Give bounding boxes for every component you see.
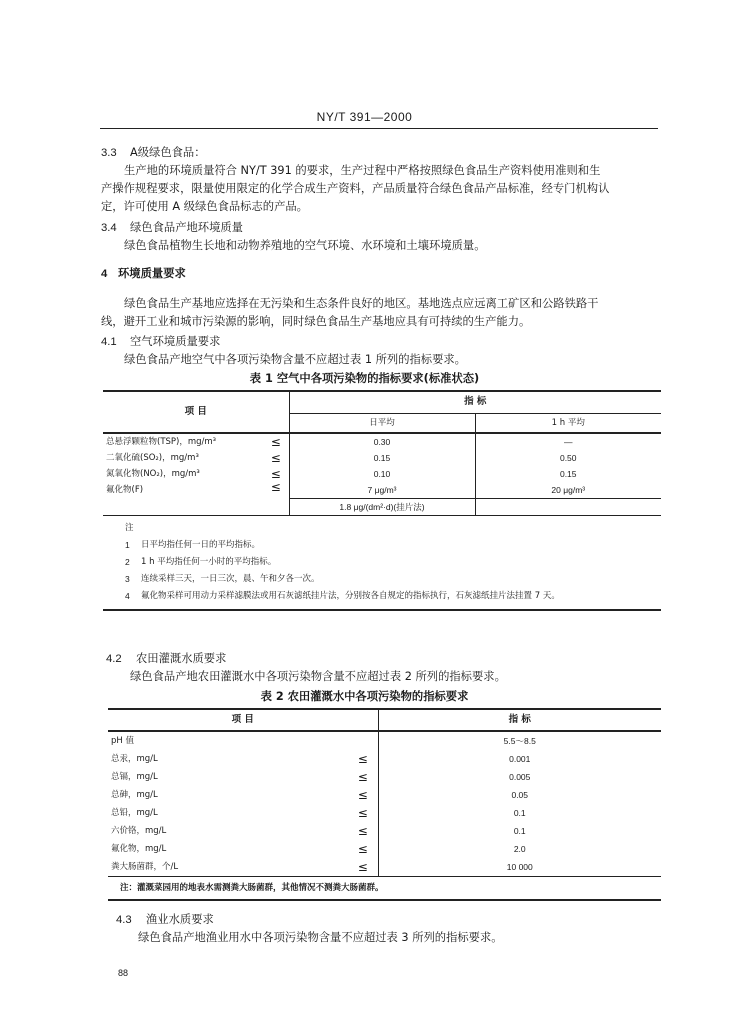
- table-1-header-daily: 日平均: [289, 413, 475, 433]
- table-row: [108, 840, 661, 858]
- section-3-3-line-3: 定，许可使用 A 级绿色食品标志的产品。: [101, 200, 308, 213]
- header-rule: [100, 128, 658, 129]
- table-2-item: 粪大肠菌群，个/L: [108, 858, 348, 877]
- table-row: [103, 433, 661, 450]
- section-4-title: 环境质量要求: [118, 267, 186, 280]
- table-1-item: 氮氧化物(NO₂)，mg/m³: [106, 469, 200, 479]
- standard-number-header: NY/T 391—2000: [316, 110, 413, 124]
- table-1-daily-value: 0.30: [289, 433, 475, 450]
- table-2-item: 总镉，mg/L: [111, 772, 158, 782]
- list-item: [125, 588, 661, 605]
- table-1-header-hourly: 1 h 平均: [475, 413, 661, 433]
- table-1-item: 氟化物(F): [103, 482, 263, 516]
- le-symbol: ≤: [348, 804, 378, 822]
- le-symbol: [348, 731, 378, 750]
- list-item: [125, 537, 661, 554]
- section-4-number: 4: [101, 268, 108, 280]
- table-row: [108, 858, 661, 877]
- table-2-value: 5.5～8.5: [503, 736, 536, 746]
- table-2-note: 注：灌溉菜园用的地表水需测粪大肠菌群，其他情况不测粪大肠菌群。: [108, 877, 661, 901]
- le-symbol: ≤: [348, 858, 378, 877]
- le-symbol: ≤: [263, 433, 289, 450]
- table-2-value: 2.0: [513, 844, 526, 854]
- section-4-1-body: 绿色食品产地空气中各项污染物含量不应超过表 1 所列的指标要求。: [124, 353, 466, 366]
- note-text: 日平均指任何一日的平均指标。: [141, 540, 261, 550]
- table-1-empty-cell: [475, 499, 661, 516]
- section-4-line-1: 绿色食品生产基地应选择在无污染和生态条件良好的地区。基地选点应远离工矿区和公路铁路干: [124, 297, 599, 310]
- table-2-caption: 表 2 农田灌溉水中各项污染物的指标要求: [260, 690, 469, 703]
- table-1-item: 总悬浮颗粒物(TSP)，mg/m³: [106, 437, 217, 447]
- section-4-3-body: 绿色食品产地渔业用水中各项污染物含量不应超过表 3 所列的指标要求。: [138, 931, 503, 944]
- table-2-item: 六价铬，mg/L: [111, 826, 167, 836]
- section-3-3-line-2: 产操作规程要求，限量使用限定的化学合成生产资料，产品质量符合绿色食品产品标准，经专门机构认: [101, 182, 610, 195]
- note-text: 1 h 平均指任何一小时的平均指标。: [141, 557, 277, 567]
- table-row: [108, 768, 661, 786]
- list-item: [125, 571, 661, 588]
- table-2-value: 0.1: [513, 808, 526, 818]
- table-2-header-item: 项 目: [108, 709, 378, 731]
- section-4-3-number: 4.3: [116, 914, 132, 926]
- note-text: 连续采样三天，一日三次，晨、午和夕各一次。: [141, 574, 320, 584]
- table-1-hourly-value: 20 μg/m³: [475, 482, 661, 499]
- le-symbol: ≤: [348, 750, 378, 768]
- table-1-notes-title: 注: [125, 523, 134, 533]
- le-symbol: ≤: [348, 786, 378, 804]
- table-2-value: 0.005: [509, 772, 531, 782]
- table-row: [108, 750, 661, 768]
- note-number: 2: [125, 557, 130, 567]
- table-2-value: 10 000: [378, 858, 661, 877]
- table-2-header-index: 指 标: [378, 709, 661, 731]
- table-2-value: 0.001: [509, 754, 531, 764]
- table-1-hourly-value: 0.50: [559, 453, 577, 463]
- section-3-4-body: 绿色食品植物生长地和动物养殖地的空气环境、水环境和土壤环境质量。: [124, 239, 486, 252]
- table-row: [108, 731, 661, 750]
- page-number: 88: [118, 968, 129, 978]
- table-1-notes: [103, 516, 661, 611]
- table-row: [108, 804, 661, 822]
- table-row: [103, 466, 661, 482]
- section-3-4-number: 3.4: [101, 222, 117, 234]
- section-3-4-title: 绿色食品产地环境质量: [130, 221, 243, 234]
- table-1-caption: 表 1 空气中各项污染物的指标要求(标准状态): [249, 372, 480, 385]
- le-symbol: ≤: [263, 450, 289, 466]
- table-2-value: 0.05: [511, 790, 529, 800]
- le-symbol: ≤: [348, 822, 378, 840]
- section-4-2-title: 农田灌溉水质要求: [136, 652, 227, 665]
- le-symbol: ≤: [263, 466, 289, 482]
- note-number: 4: [125, 591, 130, 601]
- note-number: 1: [125, 540, 130, 550]
- section-3-3-title: A级绿色食品：: [130, 146, 206, 159]
- table-row: [103, 482, 661, 499]
- le-symbol: ≤: [263, 482, 289, 516]
- section-4-3-title: 渔业水质要求: [146, 913, 214, 926]
- section-4-2-body: 绿色食品产地农田灌溉水中各项污染物含量不应超过表 2 所列的指标要求。: [130, 670, 506, 683]
- table-2-item: 总砷，mg/L: [111, 790, 158, 800]
- table-1-hourly-value: 0.15: [559, 469, 577, 479]
- table-row: [103, 450, 661, 466]
- note-text: 氟化物采样可用动力采样滤膜法或用石灰滤纸挂片法，分别按各自规定的指标执行，石灰滤纸挂片法挂置 7 天。: [141, 591, 560, 601]
- table-1-header-index: 指 标: [289, 391, 661, 413]
- table-1-daily-value: 0.15: [289, 450, 475, 466]
- table-1-daily-extra-value: 1.8 μg/(dm²·d)(挂片法): [289, 499, 475, 516]
- table-2-item: 总汞，mg/L: [111, 754, 158, 764]
- note-number: 3: [125, 574, 130, 584]
- table-1-item: 二氧化硫(SO₂)，mg/m³: [106, 453, 199, 463]
- table-2-value: 0.1: [513, 826, 526, 836]
- table-1-daily-value: 0.10: [289, 466, 475, 482]
- section-3-3-line-1: 生产地的环境质量符合 NY/T 391 的要求，生产过程中严格按照绿色食品生产资料使用准则和生: [124, 164, 601, 177]
- section-3-3-number: 3.3: [101, 147, 117, 159]
- table-2-item: 总铅，mg/L: [111, 808, 158, 818]
- table-1-daily-value: 7 μg/m³: [289, 482, 475, 499]
- table-2-irrigation-water: [108, 708, 661, 901]
- section-4-line-2: 线，避开工业和城市污染源的影响，同时绿色食品生产基地应具有可持续的生产能力。: [101, 315, 531, 328]
- le-symbol: ≤: [348, 768, 378, 786]
- table-row: [108, 822, 661, 840]
- le-symbol: ≤: [348, 840, 378, 858]
- section-4-2-number: 4.2: [106, 653, 122, 665]
- table-row: [108, 786, 661, 804]
- table-1-header-item: 项 目: [103, 391, 289, 433]
- section-4-1-number: 4.1: [101, 336, 117, 348]
- list-item: [125, 554, 661, 571]
- table-2-item: 氟化物，mg/L: [111, 844, 167, 854]
- section-4-1-title: 空气环境质量要求: [130, 335, 221, 348]
- table-1-air-quality: [103, 390, 661, 611]
- table-1-hourly-value: —: [564, 437, 573, 447]
- table-2-item: pH 值: [111, 736, 134, 746]
